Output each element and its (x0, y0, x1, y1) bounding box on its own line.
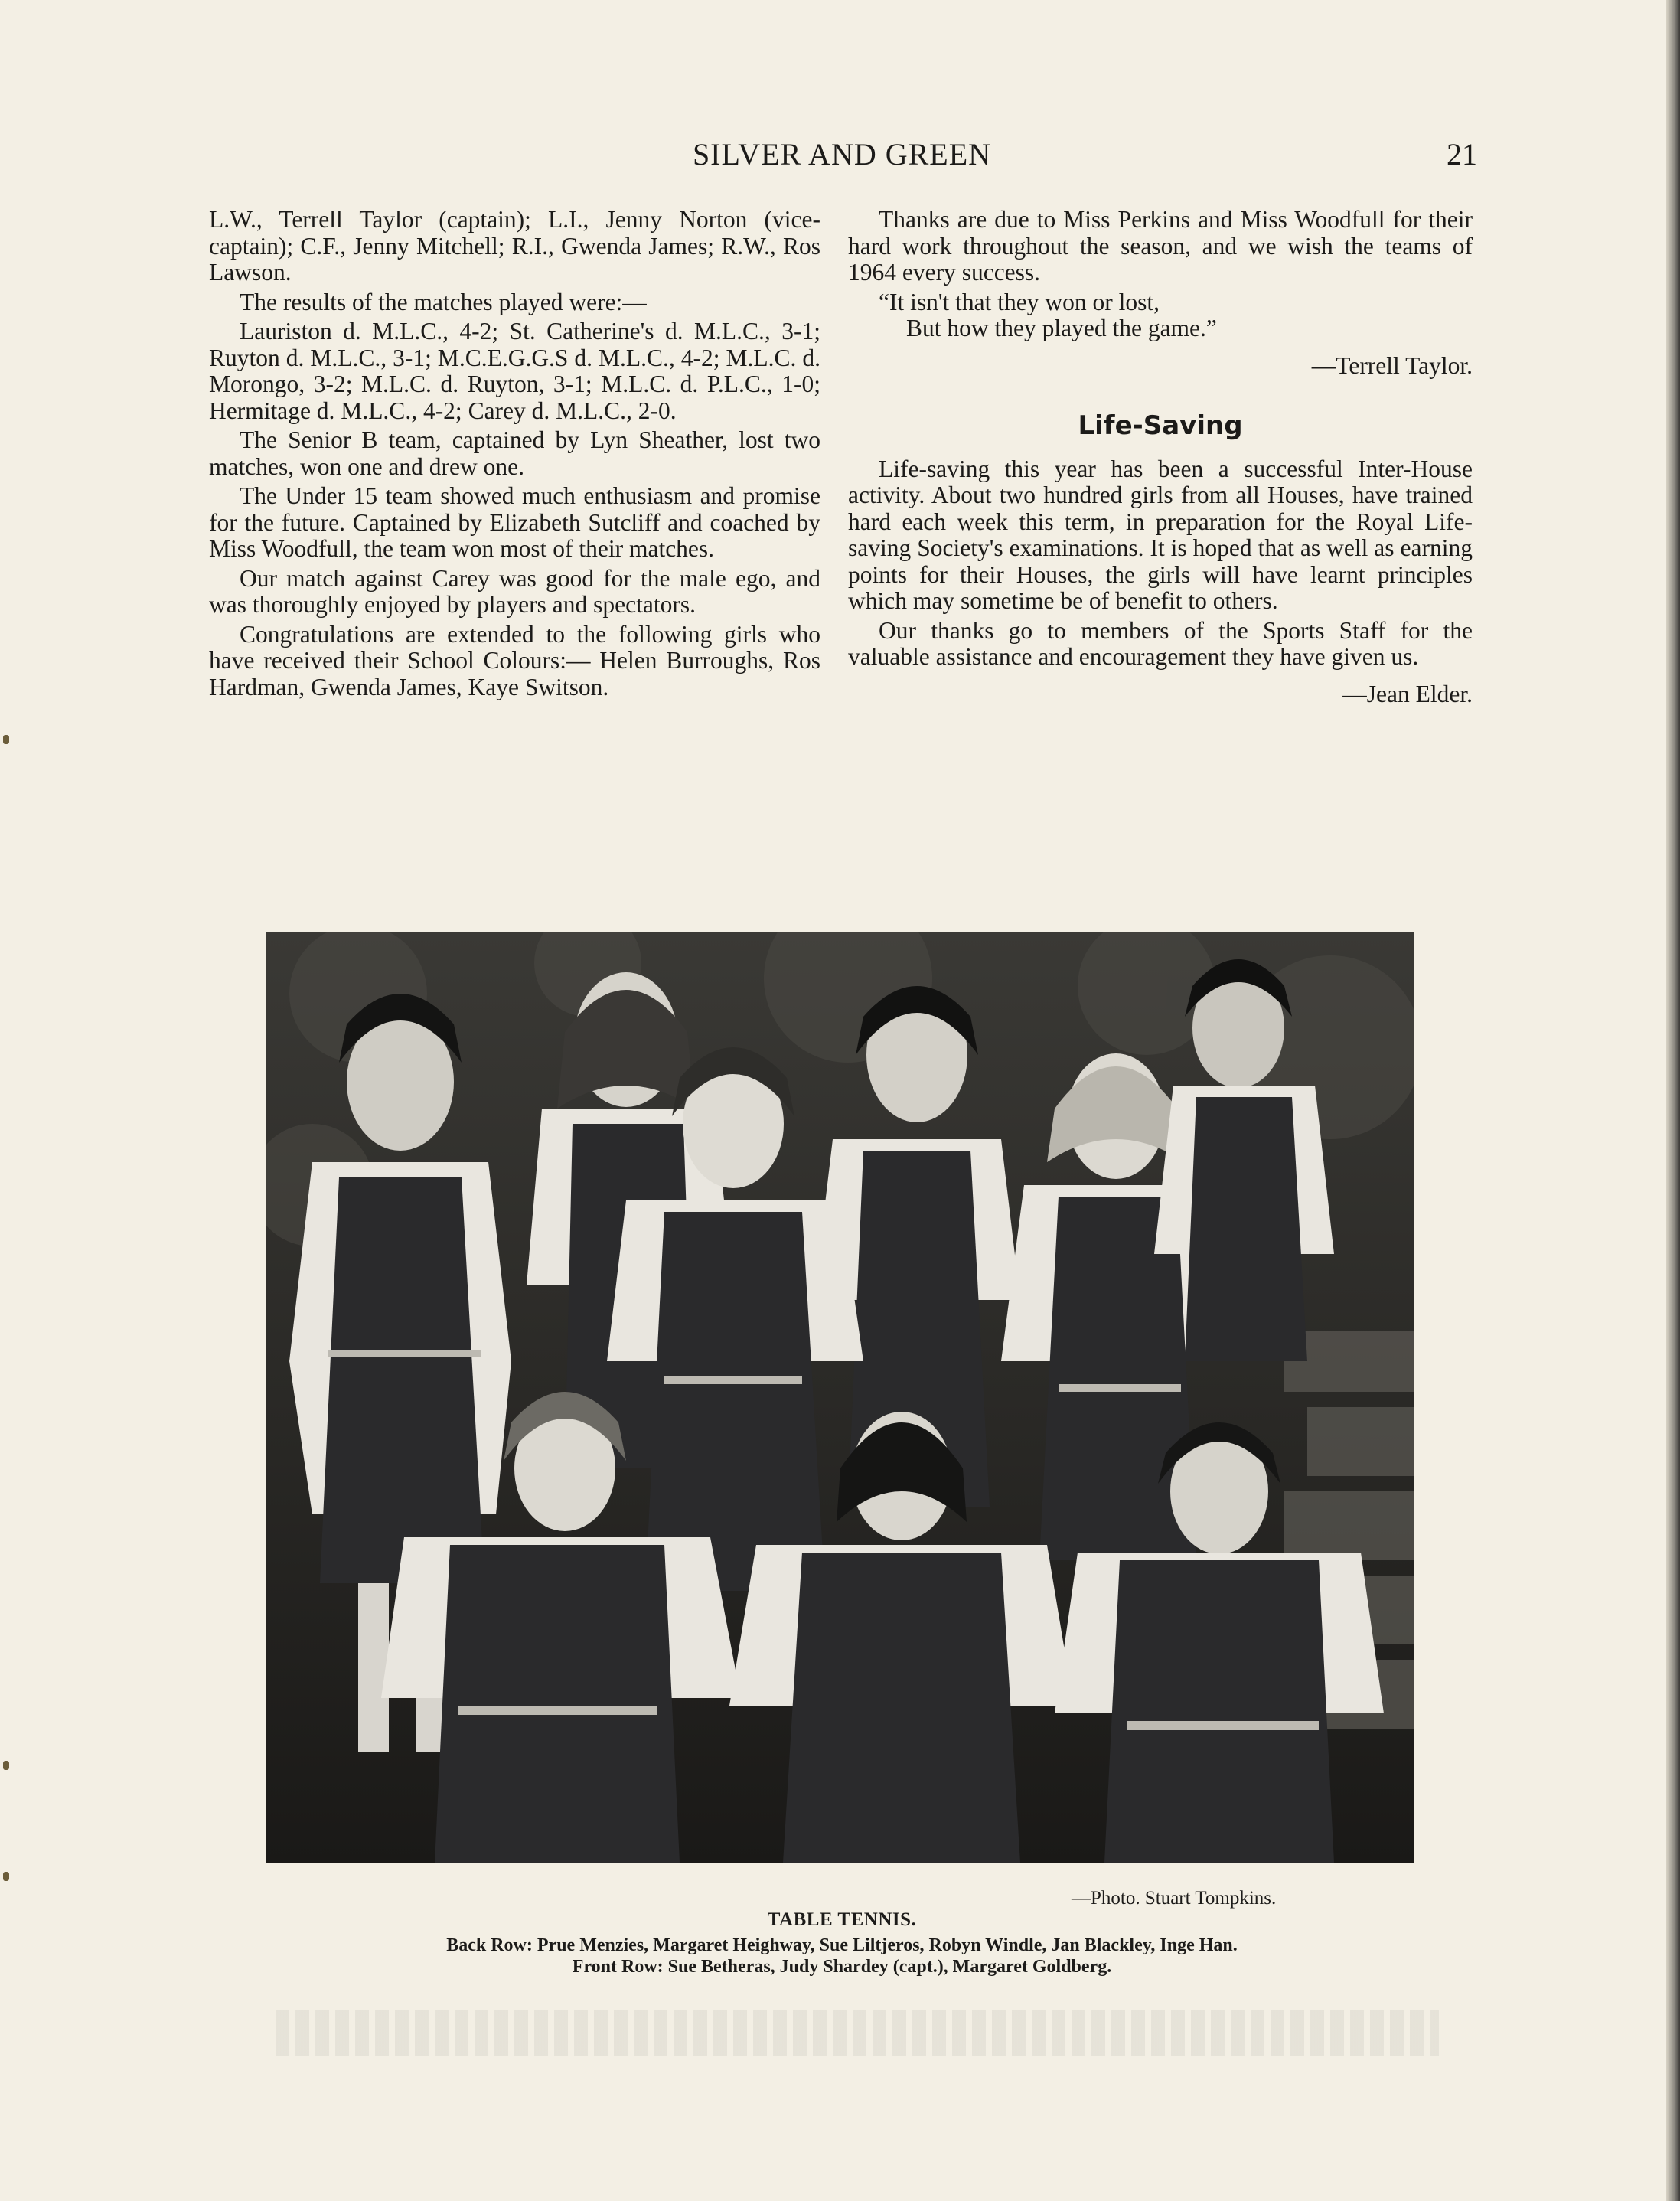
photo-credit: —Photo. Stuart Tompkins. (1072, 1888, 1277, 1909)
match-results-paragraph: Lauriston d. M.L.C., 4-2; St. Catherine's d. M.L.C., 3-1; Ruyton d. M.L.C., 3-1; M.C.E.G.G.S d. M.L.C., 4-2; M.L.C. d. Morongo, 3-2; M.L.C. d. Ruyton, 3-1; M.L.C. d. P.L.C., 1-0; Hermitage d. M.L.C., 4-2; Carey d. M.L.C., 2-0. (209, 318, 820, 424)
senior-b-paragraph: The Senior B team, captained by Lyn Sheather, lost two matches, won one and drew one. (209, 426, 820, 480)
running-header (207, 136, 1477, 182)
life-saving-paragraph: Life-saving this year has been a successful Inter-House activity. About two hundred girls from all Houses, have trained hard each week this term, in preparation for the Royal Life-saving Society's examinations. It is hoped that as well as earning points for their Houses, the girls will have learnt principles which may sometime be of benefit to others. (848, 455, 1473, 614)
page-number: 21 (1447, 137, 1477, 171)
photo-caption-front-row: Front Row: Sue Betheras, Judy Shardey (capt.), Margaret Goldberg. (572, 1957, 1112, 1977)
front-row-figures (381, 1392, 1384, 1863)
team-lineup-paragraph: L.W., Terrell Taylor (captain); L.I., Jenny Norton (vice-captain); C.F., Jenny Mitchell; R.I., Gwenda James; R.W., Ros Lawson. (209, 206, 820, 286)
quote-line: But how they played the game.” (906, 315, 1217, 341)
show-through-text (276, 2010, 1439, 2056)
team-photo-illustration (266, 932, 1414, 1863)
carey-match-paragraph: Our match against Carey was good for the male ego, and was thoroughly enjoyed by players and spectators. (209, 564, 820, 618)
section-heading-life-saving: Life-Saving (1078, 410, 1243, 441)
author-signature: —Terrell Taylor. (1311, 351, 1473, 379)
author-signature: —Jean Elder. (1342, 680, 1473, 707)
team-photograph (266, 932, 1414, 1863)
thanks-paragraph: Thanks are due to Miss Perkins and Miss Woodfull for their hard work throughout the season, and we wish the teams of 1964 every success. (848, 206, 1473, 286)
binding-mark (3, 735, 9, 744)
photo-caption-title: TABLE TENNIS. (767, 1909, 917, 1930)
binding-mark (3, 1872, 9, 1881)
page-edge-shadow (1666, 0, 1680, 2201)
school-colours-paragraph: Congratulations are extended to the following girls who have received their School Colours:— Helen Burroughs, Ros Hardman, Gwenda James, Kaye Switson. (209, 620, 820, 700)
staff-thanks-paragraph: Our thanks go to members of the Sports Staff for the valuable assistance and encouragement they have given us. (848, 616, 1473, 670)
publication-title: SILVER AND GREEN (692, 137, 992, 171)
left-column (209, 207, 820, 704)
photo-caption-back-row: Back Row: Prue Menzies, Margaret Heighway, Sue Liltjeros, Robyn Windle, Jan Blackley, Inge Han. (446, 1935, 1238, 1955)
results-intro-paragraph: The results of the matches played were:— (240, 288, 647, 315)
right-column (848, 207, 1473, 717)
quote-line: “It isn't that they won or lost, (879, 288, 1160, 315)
under-15-paragraph: The Under 15 team showed much enthusiasm and promise for the future. Captained by Elizabeth Sutcliff and coached by Miss Woodfull, the team won most of their matches. (209, 482, 820, 562)
binding-mark (3, 1761, 9, 1770)
